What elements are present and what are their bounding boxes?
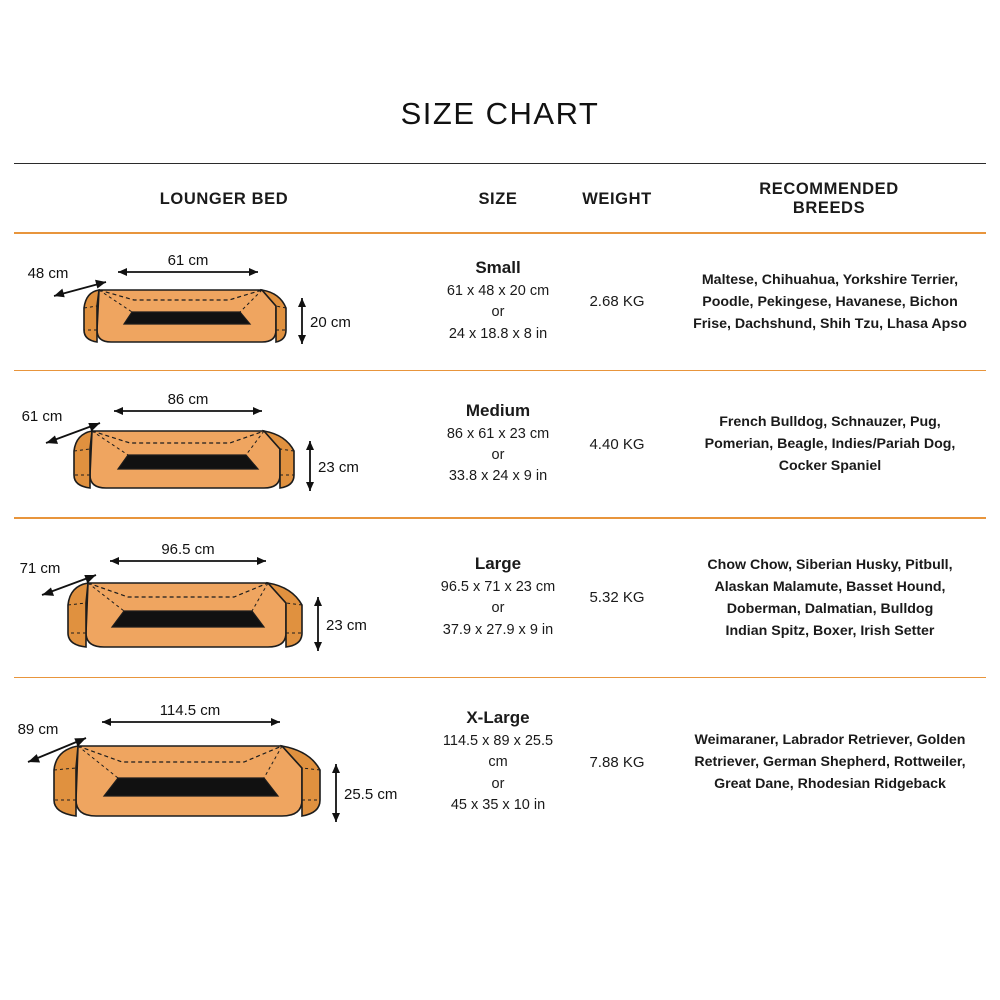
- breeds-line: Weimaraner, Labrador Retriever, Golden: [694, 732, 966, 748]
- bed-illustration-xlarge: [14, 682, 434, 842]
- size-or: or: [491, 775, 505, 792]
- weight-cell-medium: 4.40 KG: [589, 435, 645, 453]
- table-header: [14, 164, 986, 232]
- size-cell-small: [434, 234, 562, 370]
- dim-depth-label: 89 cm: [17, 721, 59, 738]
- table-row: [14, 678, 986, 846]
- column-header-size: SIZE: [478, 189, 518, 208]
- breeds-cell-medium: [672, 371, 986, 517]
- breeds-cell-large: [672, 519, 986, 677]
- bed-diagram-large: [14, 519, 434, 677]
- dim-width-label: 96.5 cm: [161, 540, 215, 558]
- bed-illustration-large: [14, 523, 434, 673]
- breeds-line: Chow Chow, Siberian Husky, Pitbull,: [707, 556, 953, 573]
- breeds-line: Frise, Dachshund, Shih Tzu, Lhasa Apso: [693, 315, 967, 332]
- breeds-cell-small: [672, 234, 986, 370]
- size-chart-table: [14, 164, 986, 846]
- dim-depth-label: 48 cm: [27, 264, 69, 282]
- dim-height-label: 20 cm: [310, 313, 351, 331]
- dim-width-label: 114.5 cm: [159, 702, 221, 719]
- column-header-lounger-bed: LOUNGER BED: [159, 189, 289, 208]
- column-header-weight: WEIGHT: [582, 189, 652, 208]
- dim-depth-label: 71 cm: [19, 559, 61, 577]
- weight-cell-small: 2.68 KG: [589, 293, 645, 310]
- bed-diagram-xlarge: [14, 678, 434, 846]
- breeds-line: Maltese, Chihuahua, Yorkshire Terrier,: [701, 271, 959, 288]
- bed-illustration-small: [14, 238, 434, 366]
- breeds-line: Poodle, Pekingese, Havanese, Bichon: [702, 293, 958, 310]
- breeds-header-line-2: BREEDS: [792, 199, 866, 217]
- weight-cell-large: 5.32 KG: [589, 589, 645, 606]
- table-row: [14, 371, 986, 517]
- breeds-line: French Bulldog, Schnauzer, Pug,: [719, 414, 941, 430]
- page-title: SIZE CHART: [400, 96, 600, 131]
- column-header-recommended-breeds: [672, 164, 986, 232]
- size-or: or: [491, 304, 505, 321]
- size-name: Small: [475, 258, 521, 278]
- size-cell-xlarge: [434, 678, 562, 846]
- size-name: Large: [474, 554, 522, 574]
- table-row: [14, 519, 986, 677]
- bed-illustration-medium: [14, 375, 434, 513]
- breeds-line: Pomerian, Beagle, Indies/Pariah Dog,: [704, 436, 956, 452]
- size-dims-in: 45 x 35 x 10 in: [450, 796, 546, 813]
- dim-height-label: 23 cm: [318, 459, 359, 476]
- size-dims-cm: 86 x 61 x 23 cm: [446, 425, 550, 442]
- dim-width-label: 61 cm: [167, 251, 209, 269]
- size-dims-cm: 114.5 x 89 x 25.5 cm: [442, 733, 554, 771]
- breeds-line: Retriever, German Shepherd, Rottweiler,: [694, 754, 966, 770]
- bed-diagram-small: [14, 234, 434, 370]
- dim-height-label: 25.5 cm: [344, 786, 398, 803]
- weight-cell-xlarge: 7.88 KG: [589, 753, 645, 771]
- breeds-cell-xlarge: [672, 678, 986, 846]
- size-or: or: [491, 446, 505, 463]
- size-cell-medium: [434, 371, 562, 517]
- size-dims-cm: 96.5 x 71 x 23 cm: [440, 579, 556, 596]
- size-name: X-Large: [466, 708, 530, 728]
- table-row: [14, 234, 986, 370]
- size-or: or: [491, 600, 505, 617]
- breeds-header-line-1: RECOMMENDED: [759, 180, 899, 198]
- dim-depth-label: 61 cm: [21, 408, 63, 425]
- breeds-line: Alaskan Malamute, Basset Hound,: [714, 578, 946, 595]
- dim-height-label: 23 cm: [326, 616, 367, 634]
- size-cell-large: [434, 519, 562, 677]
- bed-diagram-medium: [14, 371, 434, 517]
- breeds-line: Cocker Spaniel: [778, 458, 882, 474]
- size-dims-cm: 61 x 48 x 20 cm: [446, 283, 550, 300]
- size-dims-in: 37.9 x 27.9 x 9 in: [442, 621, 554, 638]
- breeds-line: Indian Spitz, Boxer, Irish Setter: [725, 622, 935, 639]
- size-dims-in: 33.8 x 24 x 9 in: [448, 468, 548, 484]
- breeds-line: Great Dane, Rhodesian Ridgeback: [714, 776, 946, 792]
- breeds-line: Doberman, Dalmatian, Bulldog: [726, 600, 934, 617]
- dim-width-label: 86 cm: [167, 391, 209, 408]
- size-dims-in: 24 x 18.8 x 8 in: [448, 325, 548, 342]
- size-name: Medium: [465, 400, 531, 420]
